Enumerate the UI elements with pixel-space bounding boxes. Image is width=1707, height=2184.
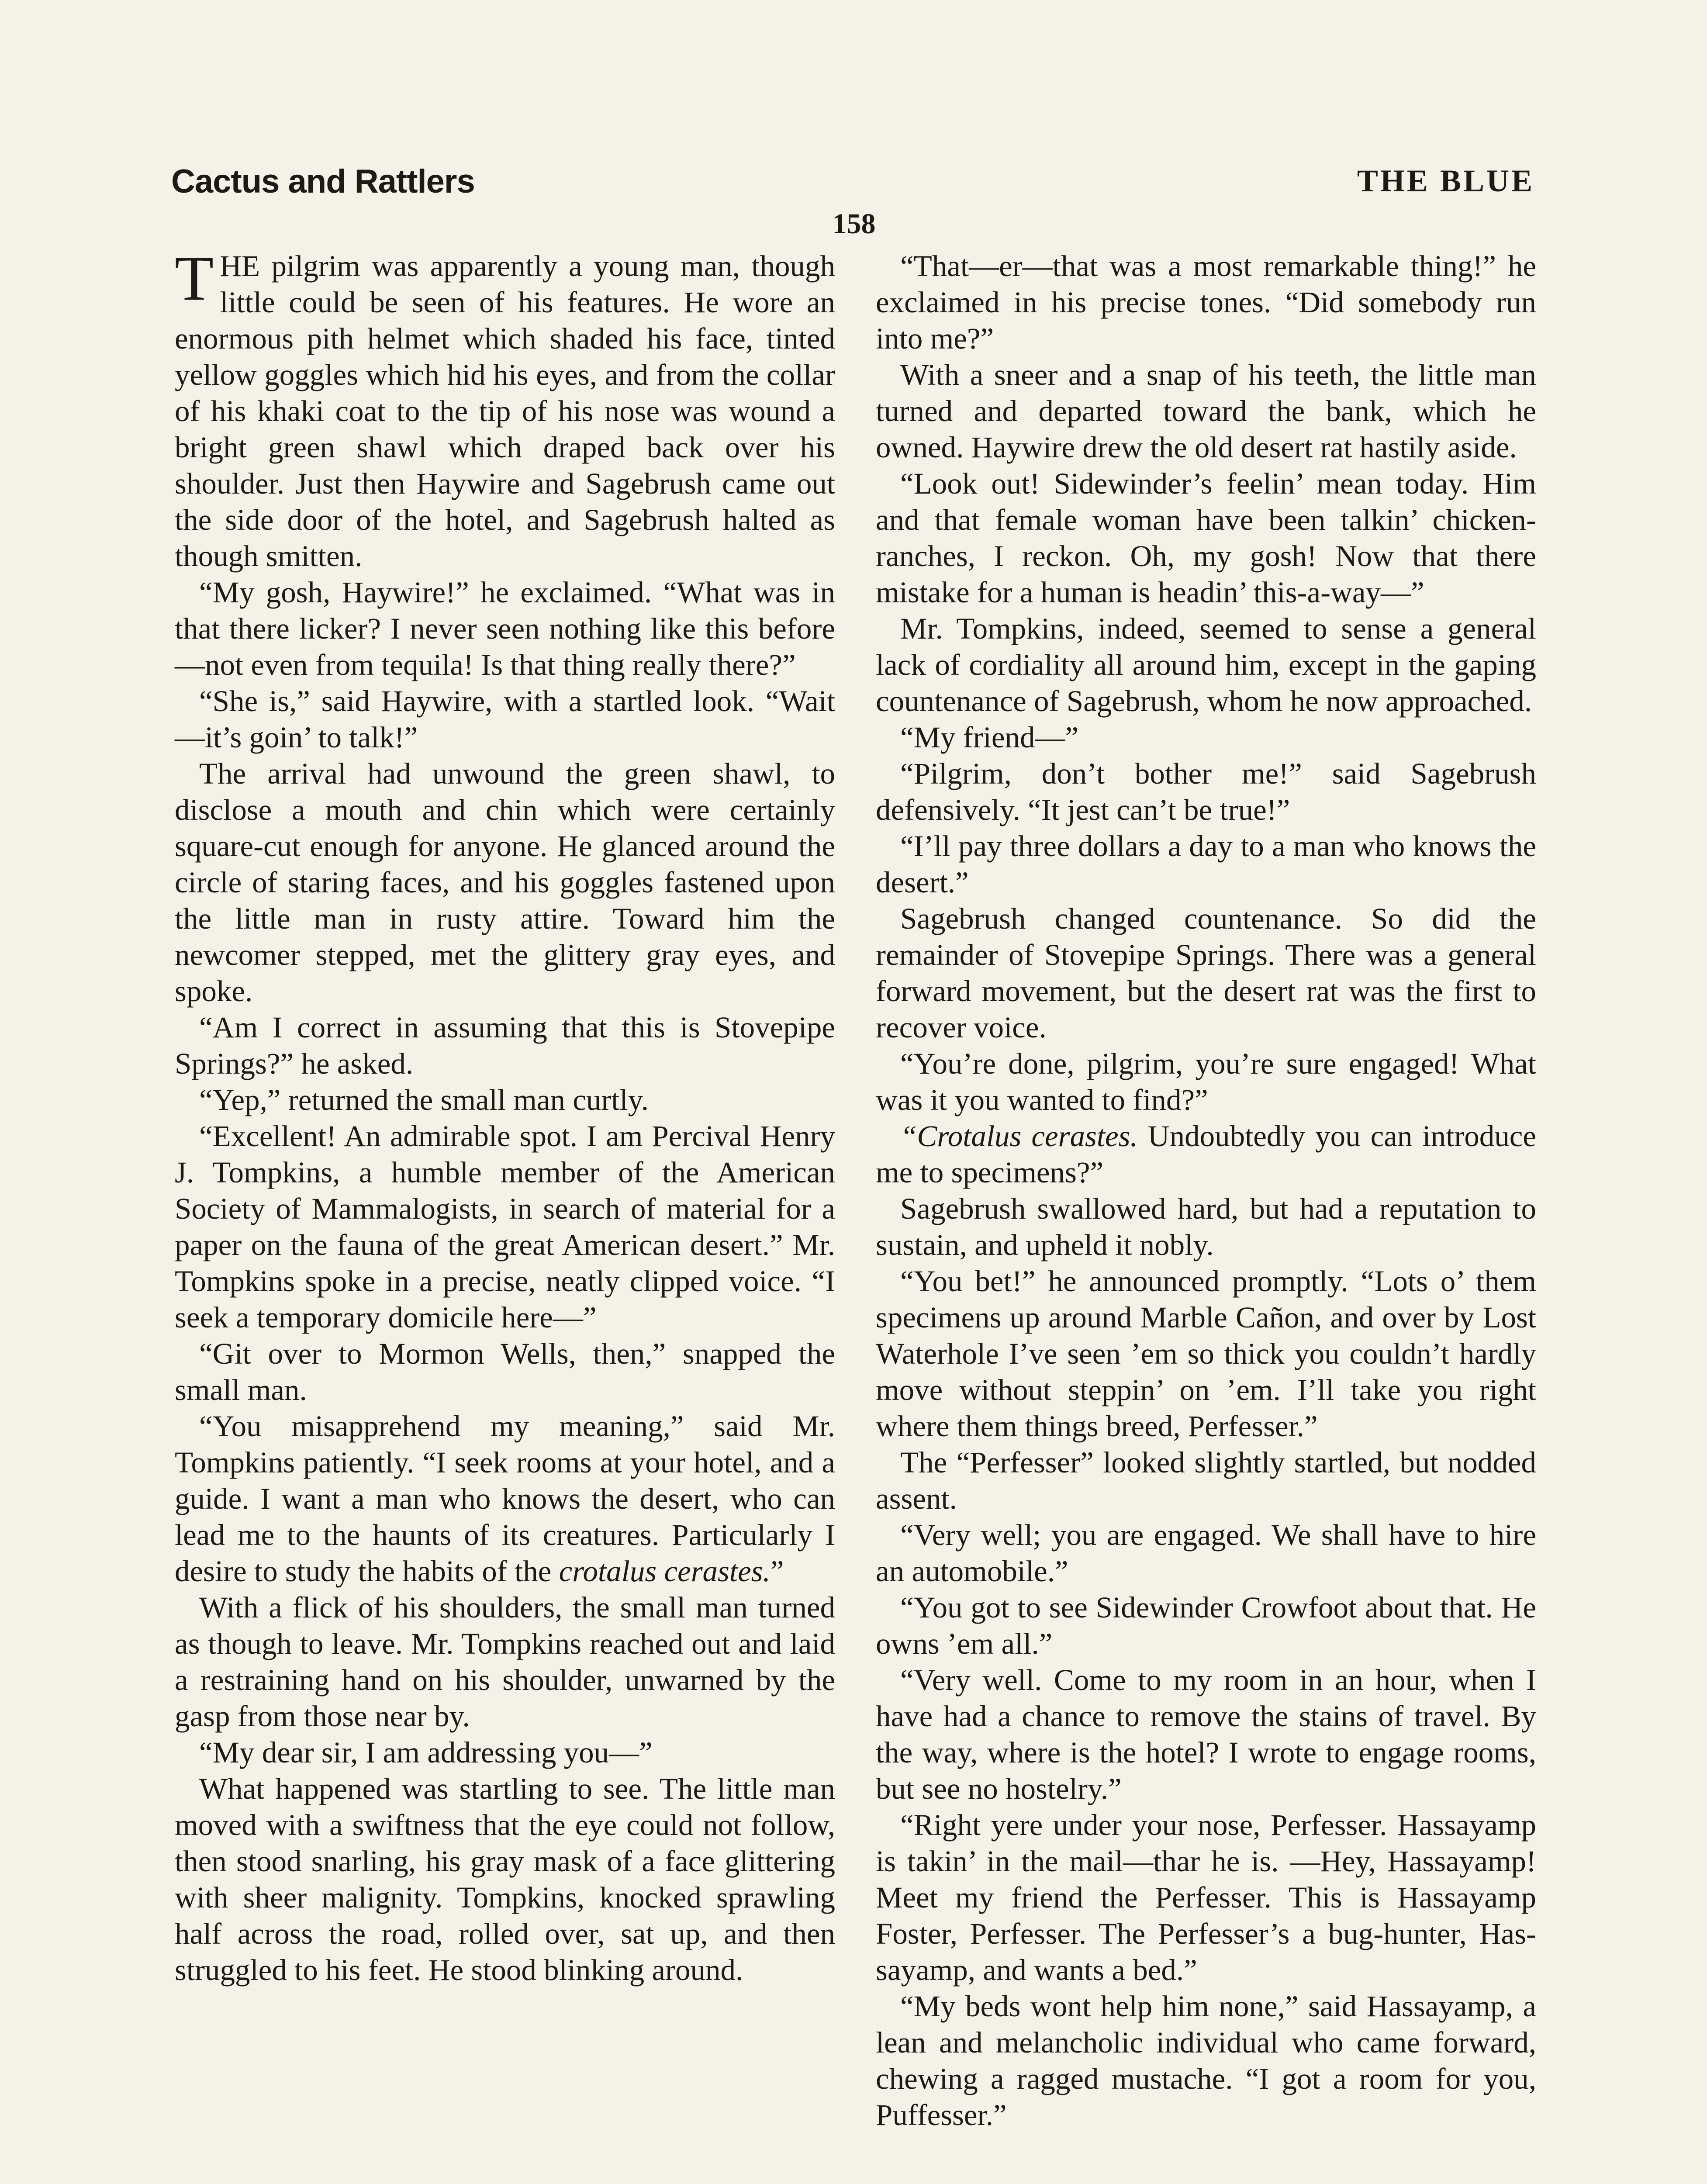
paragraph: “You got to see Sidewinder Crowfoot about that. He owns ’em all.”: [876, 1591, 1536, 1660]
paragraph: Sagebrush swallowed hard, but had a reputation to sustain, and upheld it nobly.: [876, 1192, 1536, 1261]
paragraph: The arrival had unwound the green shawl, to disclose a mouth and chin which were certainly square-cut enough for anyone. He glanced around the circle of staring faces, and his goggles fastened upon the little man in rusty attire. Toward him the newcomer stepped, met the glittery gray eyes, and spoke.: [175, 757, 835, 1008]
right-column: [876, 248, 1536, 2133]
page-number: 158: [832, 208, 876, 240]
italic-term: “Crotalus cerastes.: [900, 1120, 1138, 1153]
paragraph: “She is,” said Haywire, with a startled look. “Wait—it’s goin’ to talk!”: [175, 684, 835, 754]
paragraph: “Pilgrim, don’t bother me!” said Sagebrush defensively. “It jest can’t be true!”: [876, 757, 1536, 826]
paragraph: “Am I correct in assuming that this is Stovepipe Springs?” he asked.: [175, 1011, 835, 1080]
paragraph: “Very well. Come to my room in an hour, when I have had a chance to remove the stains of travel. By the way, where is the hotel? I wrote to engage rooms, but see no hostelry.”: [876, 1663, 1536, 1805]
paragraph: “Right yere under your nose, Perfesser. Hassayamp is takin’ in the mail—thar he is. —Hey, Hassayamp! Meet my friend the Perfesser. This is Hassayamp Foster, Perfesser. The Perfesser’s a bug-hunter, Hassayamp, and wants a bed.”: [876, 1808, 1536, 1987]
paragraph: With a sneer and a snap of his teeth, the little man turned and departed toward the bank, which he owned. Haywire drew the old desert rat hastily aside.: [876, 358, 1536, 464]
paragraph: “Crotalus cerastes. Undoubtedly you can introduce me to specimens?”: [876, 1120, 1536, 1189]
paragraph: “You misapprehend my meaning,” said Mr. Tompkins patiently. “I seek rooms at your hotel, and a guide. I want a man who knows the desert, who can lead me to the haunts of its creatures. Particularly I desire to study the habits of the crotalus cerastes.”: [175, 1410, 835, 1588]
drop-cap: T: [175, 243, 214, 314]
paragraph: “You’re done, pilgrim, you’re sure engaged! What was it you wanted to find?”: [876, 1047, 1536, 1116]
paragraph: Mr. Tompkins, indeed, seemed to sense a general lack of cordiality all around him, except in the gaping countenance of Sagebrush, whom he now approached.: [876, 612, 1536, 718]
paragraph: “My beds wont help him none,” said Hassayamp, a lean and melancholic individual who came forward, chewing a ragged mustache. “I got a room for you, Puffesser.”: [876, 1990, 1536, 2132]
paragraph: “You bet!” he announced promptly. “Lots o’ them specimens up around Marble Cañon, and over by Lost Waterhole I’ve seen ’em so thick you couldn’t hardly move without steppin’ on ’em. I’ll take you right where them things breed, Perfesser.”: [876, 1265, 1536, 1443]
paragraph: “Yep,” returned the small man curtly.: [199, 1083, 649, 1116]
paragraph: “Look out! Sidewinder’s feelin’ mean today. Him and that female woman have been talkin’ chicken-ranches, I reckon. Oh, my gosh! Now that there mistake for a human is headin’ this-a-way—”: [876, 467, 1536, 609]
left-column: [175, 243, 835, 1988]
paragraph: “My friend—”: [900, 721, 1079, 754]
paragraph: “That—er—that was a most remarkable thing!” he exclaimed in his precise tones. “Did somebody run into me?”: [876, 249, 1536, 355]
paragraph: THE pilgrim was apparently a young man, though little could be seen of his features. He wore an enormous pith helmet which shaded his face, tinted yellow goggles which hid his eyes, and from the collar of his khaki coat to the tip of his nose was wound a bright green shawl which draped back over his shoulder. Just then Haywire and Sagebrush came out the side door of the hotel, and Sagebrush halted as though smitten.: [175, 243, 835, 573]
paragraph: “Very well; you are engaged. We shall have to hire an automobile.”: [876, 1518, 1536, 1588]
italic-term: crotalus cerastes.: [559, 1555, 771, 1588]
paragraph: “I’ll pay three dollars a day to a man who knows the desert.”: [876, 829, 1536, 899]
paragraph: “My dear sir, I am addressing you—”: [199, 1736, 653, 1769]
paragraph: What happened was startling to see. The little man moved with a swiftness that the eye could not follow, then stood snarling, his gray mask of a face glittering with sheer malignity. Tompkins, knocked sprawling half across the road, rolled over, sat up, and then struggled to his feet. He stood blinking around.: [175, 1772, 835, 1987]
paragraph: Sagebrush changed countenance. So did the remainder of Stovepipe Springs. There was a general forward movement, but the desert rat was the first to recover voice.: [876, 902, 1536, 1044]
paragraph: “Excellent! An admirable spot. I am Percival Henry J. Tompkins, a humble member of the American Society of Mammalogists, in search of material for a paper on the fauna of the great American desert.” Mr. Tompkins spoke in a precise, neatly clipped voice. “I seek a temporary domicile here—”: [175, 1120, 835, 1334]
magazine-name: THE BLUE: [1357, 163, 1534, 198]
paragraph: The “Perfesser” looked slightly startled, but nodded assent.: [876, 1446, 1536, 1515]
paragraph: “My gosh, Haywire!” he exclaimed. “What was in that there licker? I never seen nothing like this before—not even from tequila! Is that thing really there?”: [175, 576, 835, 681]
paragraph: “Git over to Mormon Wells, then,” snapped the small man.: [175, 1337, 835, 1406]
story-title: Cactus and Rattlers: [171, 163, 475, 200]
paragraph: With a flick of his shoulders, the small man turned as though to leave. Mr. Tompkins reached out and laid a restraining hand on his shoulder, unwarned by the gasp from those near by.: [175, 1591, 835, 1733]
